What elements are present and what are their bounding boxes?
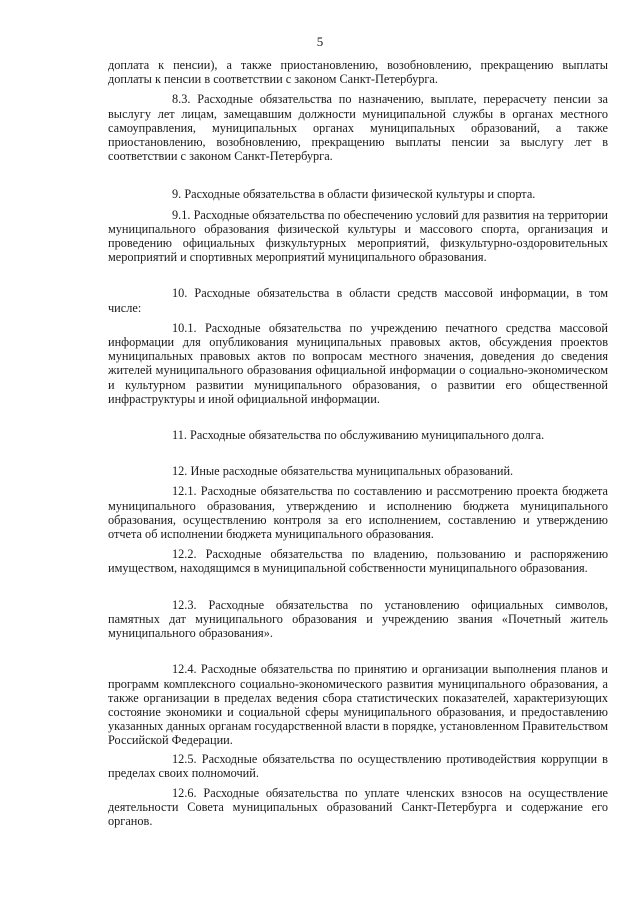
paragraph-12-5 [108,752,608,780]
paragraph-text: Расходные обязательства в области физической культуры и спорта. [184,187,536,202]
paragraph-12-6 [108,786,608,829]
paragraph-number: 12.3. [172,597,197,612]
paragraph-9-1 [108,208,608,265]
paragraph-text: Расходные обязательства в области средств массовой информации, в том числе: [108,286,608,315]
document-body [108,58,608,829]
paragraph-number: 11. [172,428,187,443]
paragraph-number: 9. [172,187,182,202]
paragraph-text: Расходные обязательства по уплате членских взносов на осуществление деятельности Совета муниципальных образований Санкт-Петербурга и содержание его органов. [108,785,608,829]
paragraph-text: Расходные обязательства по принятию и организации выполнения планов и программ комплексного социально-экономического развития муниципального образования, а также организации в пределах ведения сбора статистических показателей, характеризующих состояние экономики и социальной сферы муниципального образования, и предоставлению указанных данных органам государственной власти в порядке, установленном Правительством Российской Федерации. [108,662,608,748]
paragraph-number: 8.3. [172,92,191,107]
paragraph-number: 12. [172,464,188,479]
paragraph-number: 12.5. [172,751,197,766]
paragraph-text: Расходные обязательства по составлению и рассмотрению проекта бюджета муниципального образования, утверждению и исполнению бюджета муниципального образования, осуществлению контроля за его исполнением, составлению и утверждению отчета об исполнении бюджета муниципального образования. [108,484,608,542]
paragraph-number: 12.2. [172,547,197,562]
paragraph-text: Расходные обязательства по назначению, выплате, перерасчету пенсии за выслугу лет лицам, замещавшим должности муниципальной службы в органах местного самоуправления, муниципальных органах муниципальных образований, а также приостановлению, возобновлению, прекращению выплаты пенсии за выслугу лет в соответствии с законом Санкт-Петербурга. [108,92,608,164]
paragraph-text: доплата к пенсии), а также приостановлению, возобновлению, прекращению выплаты доплаты к пенсии в соответствии с законом Санкт-Петербурга. [108,58,608,87]
paragraph-text: Расходные обязательства по учреждению печатного средства массовой информации для опубликования муниципальных правовых актов, обсуждения проектов муниципальных правовых актов по вопросам местного значения, доведения до сведения жителей муниципального образования официальной информации о социально-экономическом и культурном развитии муниципального образования, о развитии его общественной инфраструктуры и иной официальной информации. [108,320,608,406]
paragraph-text: Иные расходные обязательства муниципальных образований. [190,464,514,479]
paragraph-12-2 [108,547,608,575]
paragraph-12-4 [108,662,608,747]
paragraph-8-3 [108,92,608,163]
page-number: 5 [316,34,324,49]
paragraph-10-1 [108,321,608,406]
paragraph-9 [108,187,608,201]
paragraph-text: Расходные обязательства по установлению официальных символов, памятных дат муниципального образования и учреждению звания «Почетный житель муниципального образования». [108,597,608,641]
paragraph-11 [108,428,608,442]
paragraph-text: Расходные обязательства по осуществлению противодействия коррупции в пределах своих полномочий. [108,751,608,780]
paragraph-text: Расходные обязательства по обслуживанию муниципального долга. [190,428,545,443]
paragraph-number: 12.4. [172,662,197,677]
paragraph-number: 10. [172,286,188,301]
paragraph-text: Расходные обязательства по обеспечению условий для развития на территории муниципального образования физической культуры и массового спорта, организация и проведению официальных физкультурных мероприятий, физкультурно-оздоровительных мероприятий и спортивных мероприятий муниципального образования. [108,207,608,265]
paragraph-number: 12.6. [172,785,197,800]
paragraph-number: 9.1. [172,207,191,222]
paragraph-10 [108,286,608,314]
paragraph-number: 12.1. [172,484,197,499]
paragraph-number: 10.1. [172,320,197,335]
paragraph-12-3 [108,598,608,641]
paragraph-12 [108,464,608,478]
paragraph-continuation [108,58,608,86]
paragraph-text: Расходные обязательства по владению, пользованию и распоряжению имуществом, находящимся в муниципальной собственности муниципального образования. [108,547,608,576]
paragraph-12-1 [108,484,608,541]
